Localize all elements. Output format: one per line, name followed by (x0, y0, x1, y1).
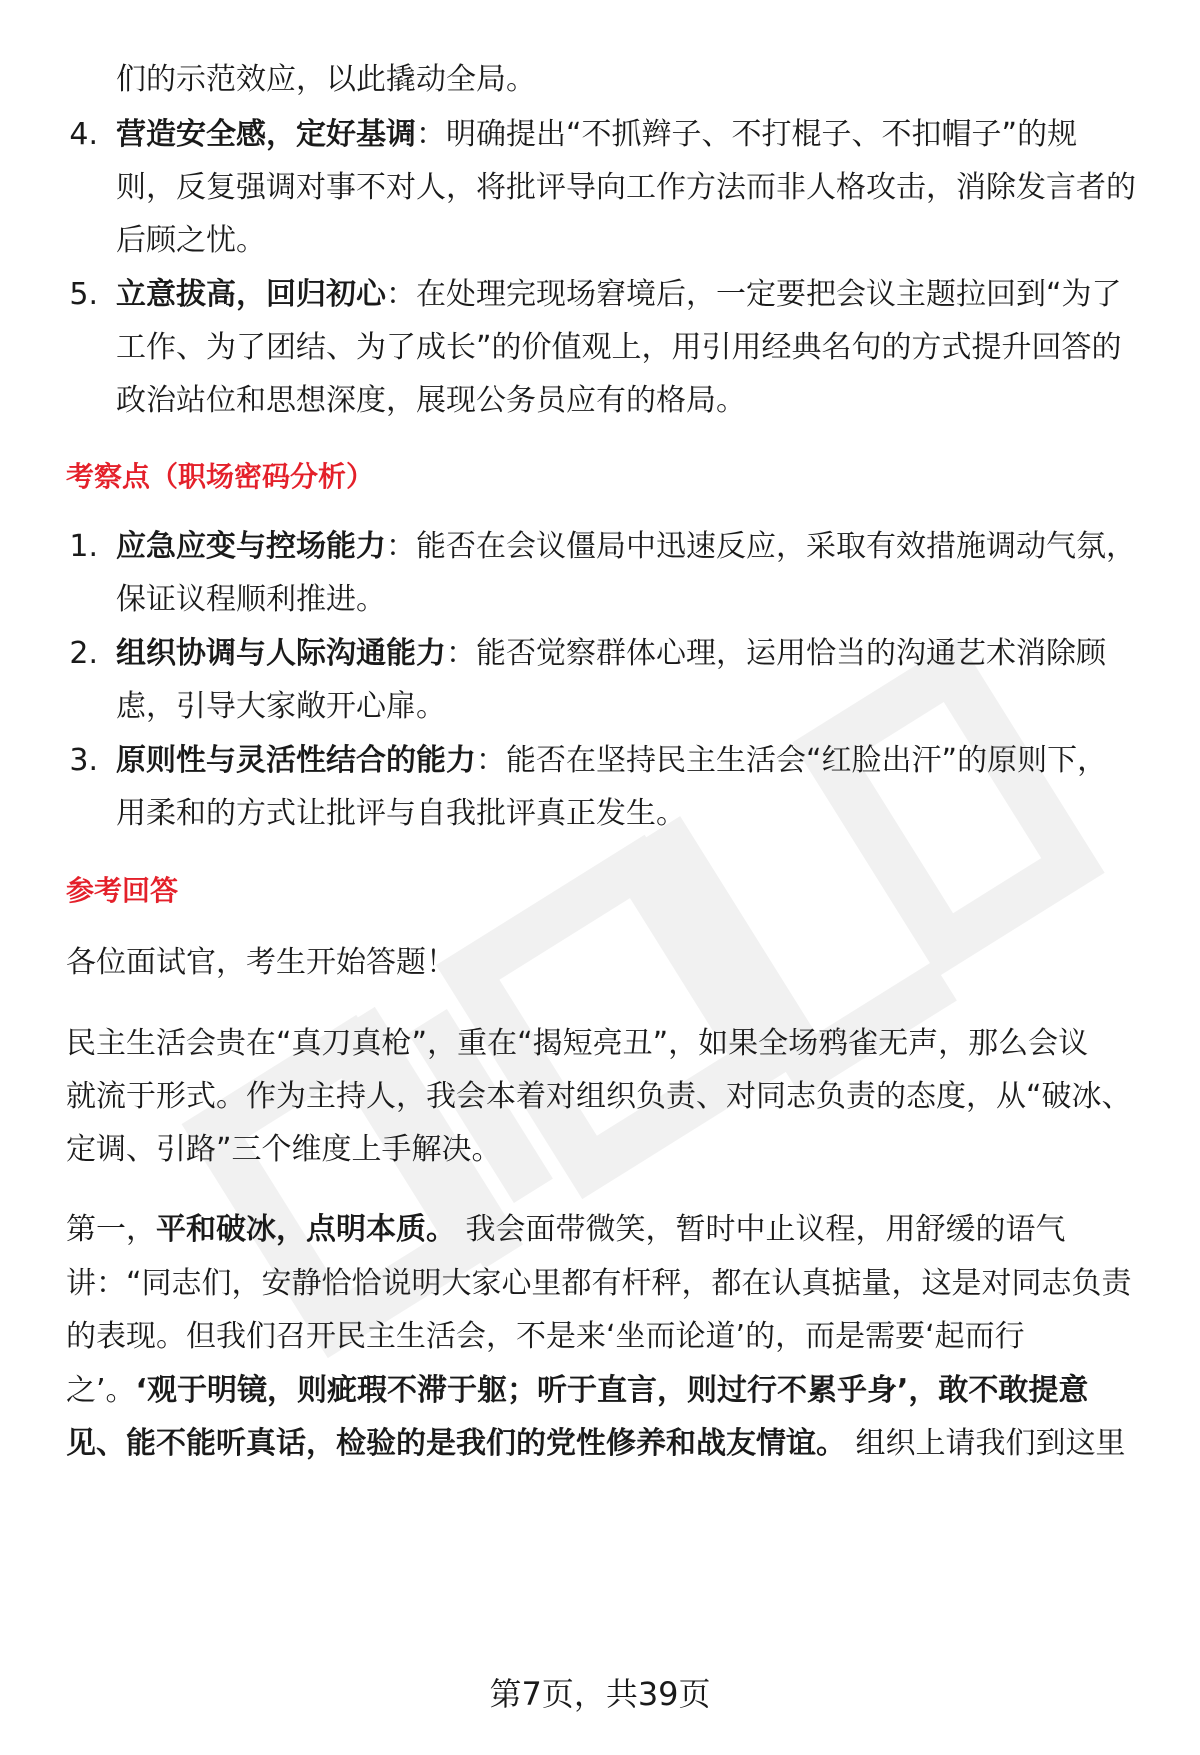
list-number: 5. (69, 277, 98, 312)
list-number: 1. (69, 529, 98, 564)
list-number: 3. (69, 743, 98, 778)
point-item-1-title: 应急应变与控场能力 (116, 529, 386, 564)
point-item-3-text: ：能否在坚持民主生活会“红脸出汗”的原则下， (476, 743, 1108, 778)
answer-p3-l5-text: 组织上请我们到这里 (846, 1426, 1126, 1461)
list-item-4-text: ：明确提出“不抓辫子、不打棍子、不扣帽子”的规 (416, 117, 1078, 152)
answer-p3-quote: ‘观于明镜，则疵瑕不滞于躯；听于直言，则过行不累乎身’，敢不敢提意 (135, 1373, 1089, 1408)
section-heading-answer: 参考回答 (66, 874, 179, 907)
page-number: 第7页，共39页 (489, 1675, 711, 1713)
answer-p3-l4-a: 之’。 (66, 1373, 136, 1408)
answer-p3-text: 我会面带微笑，暂时中止议程，用舒缓的语气 (456, 1212, 1066, 1247)
list-item-4-line-3: 后顾之忧。 (116, 223, 266, 258)
point-item-1-line-2: 保证议程顺利推进。 (116, 582, 386, 617)
section-heading-points: 考察点（职场密码分析） (66, 460, 375, 493)
point-item-2-text: ：能否觉察群体心理，运用恰当的沟通艺术消除顾 (446, 636, 1106, 671)
point-item-3-line-2: 用柔和的方式让批评与自我批评真正发生。 (116, 796, 686, 831)
point-item-1-text: ：能否在会议僵局中迅速反应，采取有效措施调动气氛， (386, 529, 1136, 564)
answer-p3-bold-lead: 平和破冰，点明本质。 (156, 1212, 456, 1247)
list-item-5-line-2: 工作、为了团结、为了成长”的价值观上，用引用经典名句的方式提升回答的 (116, 330, 1122, 365)
list-item-4-title: 营造安全感，定好基调 (116, 117, 416, 152)
point-item-2-line-2: 虑，引导大家敞开心扉。 (116, 689, 446, 724)
answer-paragraph-2-line-1: 民主生活会贵在“真刀真枪”，重在“揭短亮丑”，如果全场鸦雀无声，那么会议 (66, 1026, 1089, 1061)
answer-paragraph-3-line-5 (66, 1424, 1126, 1464)
list-item-5-title: 立意拔高，回归初心 (116, 277, 386, 312)
list-number: 2. (69, 636, 98, 671)
list-item-5-line-1 (116, 275, 1122, 315)
point-item-1-line-1 (116, 527, 1136, 567)
list-item-4-line-1 (116, 115, 1077, 155)
point-item-3-line-1 (116, 741, 1107, 781)
point-item-3-title: 原则性与灵活性结合的能力 (116, 743, 476, 778)
point-item-2-title: 组织协调与人际沟通能力 (116, 636, 446, 671)
answer-paragraph-1: 各位面试官，考生开始答题！ (66, 945, 456, 980)
list-number: 4. (69, 117, 98, 152)
list-item-5-text: ：在处理完现场窘境后，一定要把会议主题拉回到“为了 (386, 277, 1122, 312)
answer-p3-l5-bold: 见、能不能听真话，检验的是我们的党性修养和战友情谊。 (66, 1426, 846, 1461)
answer-paragraph-3-line-1 (66, 1210, 1066, 1250)
answer-paragraph-3-line-3: 的表现。但我们召开民主生活会，不是来‘坐而论道’的，而是需要‘起而行 (66, 1319, 1025, 1354)
answer-paragraph-3-line-2: 讲：“同志们，安静恰恰说明大家心里都有杆秤，都在认真掂量，这是对同志负责 (66, 1266, 1132, 1301)
answer-paragraph-3-line-4 (66, 1371, 1088, 1411)
point-item-2-line-1 (116, 634, 1106, 674)
list-item-continuation: 们的示范效应，以此撬动全局。 (116, 62, 536, 97)
list-item-4-line-2: 则，反复强调对事不对人，将批评导向工作方法而非人格攻击，消除发言者的 (116, 170, 1136, 205)
answer-p3-lead: 第一， (66, 1212, 156, 1247)
answer-paragraph-2-line-3: 定调、引路”三个维度上手解决。 (66, 1132, 502, 1167)
list-item-5-line-3: 政治站位和思想深度，展现公务员应有的格局。 (116, 383, 746, 418)
answer-paragraph-2-line-2: 就流于形式。作为主持人，我会本着对组织负责、对同志负责的态度，从“破冰、 (66, 1079, 1132, 1114)
